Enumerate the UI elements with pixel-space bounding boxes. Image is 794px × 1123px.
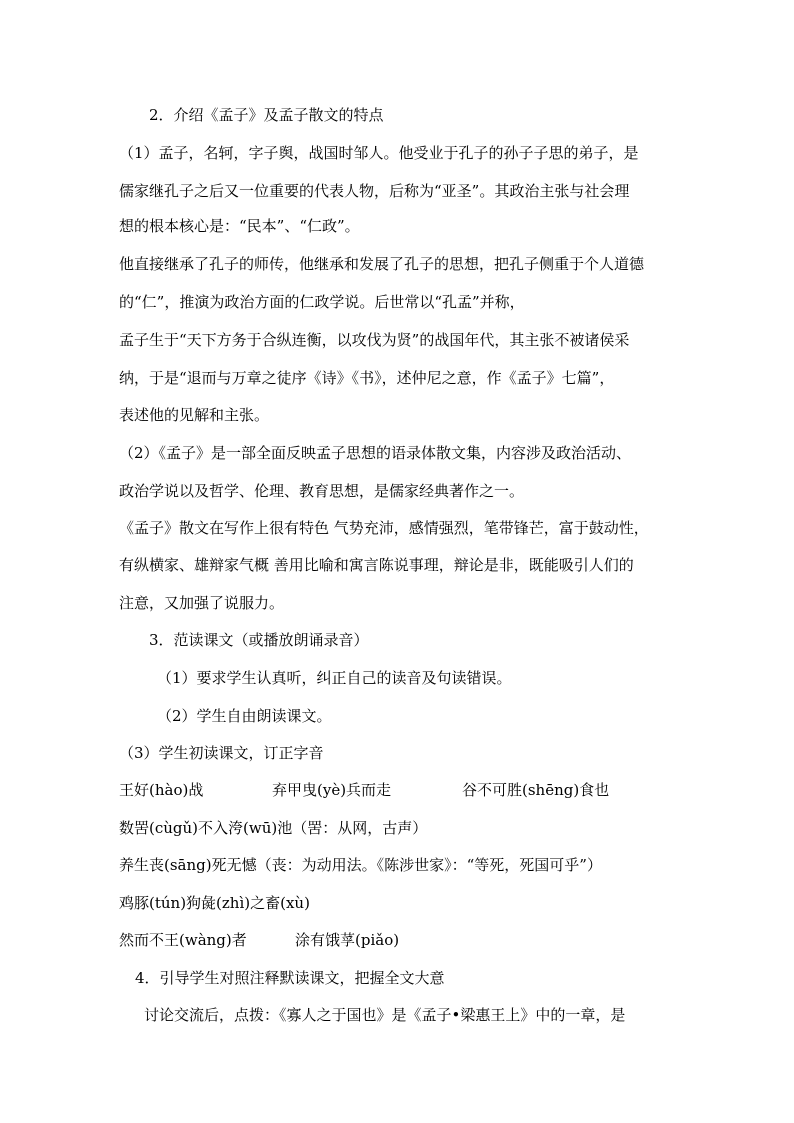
pronunciation-item: 谷不可胜(shēng)食也: [462, 781, 610, 799]
paragraph-line: 《孟子》散文在写作上很有特色 气势充沛，感情强烈，笔带锋芒，富于鼓动性，: [119, 519, 649, 537]
pronunciation-item: 弃甲曳(yè)兵而走: [272, 781, 392, 799]
pronunciation-line: 养生丧(sāng)死无憾（丧：为动用法。《陈涉世家》：“等死，死国可乎”）: [119, 856, 602, 874]
list-item: （1）要求学生认真听，纠正自己的读音及句读错误。: [157, 669, 512, 687]
paragraph-line: 他直接继承了孔子的师传，他继承和发展了孔子的思想，把孔子侧重于个人道德: [119, 255, 645, 273]
paragraph-line: 孟子生于“天下方务于合纵连衡，以攻伐为贤”的战国年代，其主张不被诸侯采: [119, 331, 630, 349]
section-heading-4: 4．引导学生对照注释默读课文，把握全文大意: [135, 969, 445, 987]
pronunciation-line: 数罟(cùgǔ)不入洿(wū)池（罟：从网，古声）: [119, 819, 428, 837]
pronunciation-line: 鸡豚(tún)狗彘(zhì)之畜(xù): [119, 894, 310, 912]
paragraph-line: 儒家继孔子之后又一位重要的代表人物，后称为“亚圣”。其政治主张与社会理: [119, 182, 630, 200]
paragraph-line: 政治学说以及哲学、伦理、教育思想，是儒家经典著作之一。: [119, 482, 525, 500]
paragraph-line: （1）孟子，名轲，字子舆，战国时邹人。他受业于孔子的孙子子思的弟子，是: [119, 144, 639, 162]
pronunciation-item: 王好(hào)战: [119, 781, 204, 799]
paragraph-line: 表述他的见解和主张。: [119, 406, 270, 424]
section-heading-2: 2．介绍《孟子》及孟子散文的特点: [149, 106, 384, 124]
list-item: （2）学生自由朗读课文。: [157, 707, 332, 725]
pronunciation-item: 涂有饿莩(piǎo): [295, 931, 400, 949]
paragraph-line: 想的根本核心是：“民本”、“仁政”。: [119, 217, 360, 235]
paragraph-line: 讨论交流后，点拨：《寡人之于国也》是《孟子•梁惠王上》中的一章，是: [144, 1006, 626, 1024]
paragraph-line: 有纵横家、雄辩家气概 善用比喻和寓言陈说事理，辩论是非，既能吸引人们的: [119, 556, 634, 574]
paragraph-line: （2）《孟子》是一部全面反映孟子思想的语录体散文集，内容涉及政治活动、: [119, 444, 632, 462]
pronunciation-item: 然而不王(wàng)者: [119, 931, 247, 949]
list-item: （3）学生初读课文，订正字音: [119, 744, 324, 762]
section-heading-3: 3．范读课文（或播放朗诵录音）: [149, 631, 369, 649]
paragraph-line: 纳，于是“退而与万章之徒序《诗》《书》，述仲尼之意，作《孟子》七篇”，: [119, 369, 615, 387]
paragraph-line: 的“仁”，推演为政治方面的仁政学说。后世常以“孔孟”并称，: [119, 293, 525, 311]
paragraph-line: 注意，又加强了说服力。: [119, 594, 285, 612]
